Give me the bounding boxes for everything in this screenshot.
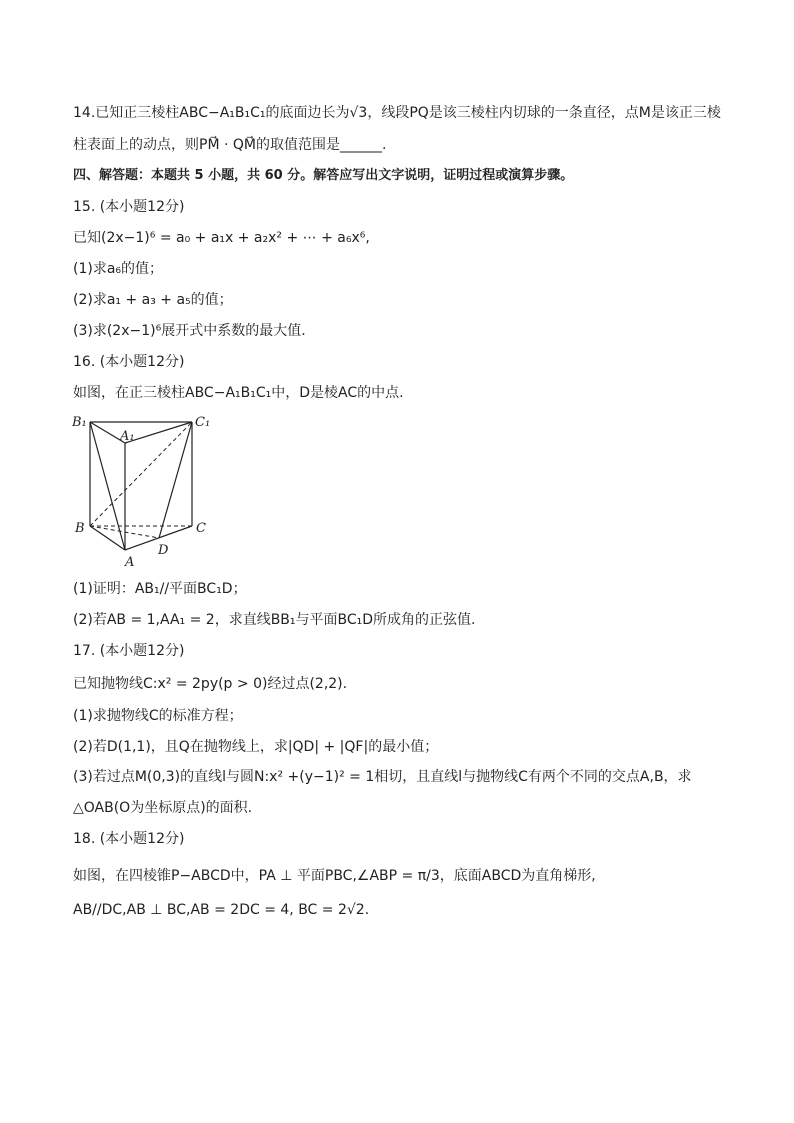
label-c1: C₁ [195, 415, 211, 430]
problem-18-statement-line-2: AB//DC,AB ⊥ BC,AB = 2DC = 4, BC = 2√2. [73, 902, 370, 918]
label-d: D [158, 543, 169, 558]
prism-figure [70, 408, 220, 570]
problem-15-statement: 已知(2x−1)⁶ = a₀ + a₁x + a₂x² + ⋯ + a₆x⁶, [73, 230, 370, 246]
problem-17-part-1: (1)求抛物线C的标准方程； [73, 708, 243, 724]
problem-15-part-2: (2)求a₁ + a₃ + a₅的值； [73, 292, 233, 308]
problem-17-part-2: (2)若D(1,1)，且Q在抛物线上，求|QD| + |QF|的最小值； [73, 739, 439, 755]
problem-16-part-2: (2)若AB = 1,AA₁ = 2，求直线BB₁与平面BC₁D所成角的正弦值. [73, 612, 476, 628]
problem-15-part-3: (3)求(2x−1)⁶展开式中系数的最大值. [73, 323, 306, 339]
section-header: 四、解答题：本题共 5 小题，共 60 分。解答应写出文字说明，证明过程或演算步骤。 [73, 168, 574, 183]
problem-17-heading: 17. (本小题12分) [73, 643, 185, 659]
problem-16-part-1: (1)证明：AB₁//平面BC₁D； [73, 581, 247, 597]
problem-18-heading: 18. (本小题12分) [73, 831, 185, 847]
problem-16-statement: 如图，在正三棱柱ABC−A₁B₁C₁中，D是棱AC的中点. [73, 385, 404, 401]
label-a1: A₁ [120, 429, 135, 444]
problem-15-part-1: (1)求a₆的值； [73, 261, 164, 277]
problem-17-part-3-line-2: △OAB(O为坐标原点)的面积. [73, 800, 253, 816]
label-c: C [196, 521, 206, 536]
problem-14-line-1: 14.已知正三棱柱ABC−A₁B₁C₁的底面边长为√3，线段PQ是该三棱柱内切球的一条直径，点M是该正三棱 [73, 105, 721, 121]
problem-18-statement-line-1: 如图，在四棱锥P−ABCD中，PA ⊥ 平面PBC,∠ABP = π/3，底面ABCD为直角梯形, [73, 868, 596, 884]
label-b: B [75, 521, 85, 536]
label-a: A [125, 555, 135, 570]
problem-14-line-2: 柱表面上的动点，则PM⃗ · QM⃗的取值范围是______. [73, 137, 387, 153]
edge-a1c1 [125, 422, 192, 443]
label-b1: B₁ [72, 415, 87, 430]
problem-15-heading: 15. (本小题12分) [73, 199, 185, 215]
problem-17-part-3-line-1: (3)若过点M(0,3)的直线l与圆N:x² +(y−1)² = 1相切，且直线l与抛物线C有两个不同的交点A,B，求 [73, 769, 692, 785]
problem-16-heading: 16. (本小题12分) [73, 354, 185, 370]
problem-17-statement: 已知抛物线C:x² = 2py(p > 0)经过点(2,2). [73, 676, 348, 692]
